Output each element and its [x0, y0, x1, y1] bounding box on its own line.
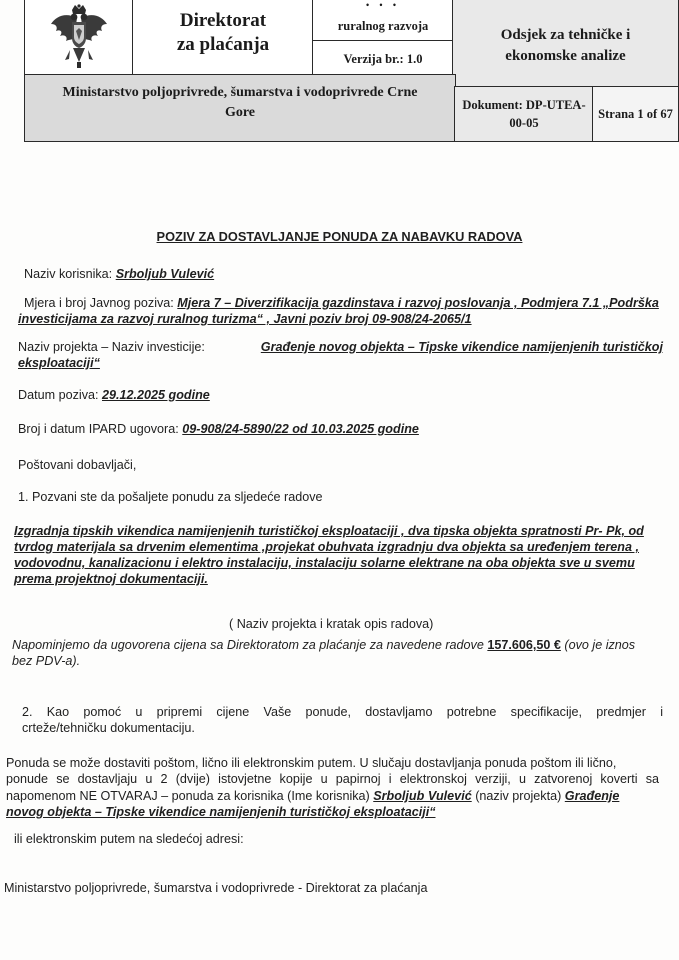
call-date-label: Datum poziva: [18, 388, 99, 402]
page-number: Strana 1 of 67 [598, 107, 673, 121]
section-cell [452, 0, 679, 88]
works-description-line4: prema projektnoj dokumentaciji. [14, 572, 208, 586]
price-note-line1 [12, 637, 635, 653]
rural-development-cell [312, 0, 454, 42]
rural-development-label: ruralnog razvoja [337, 19, 429, 33]
call-date-row [18, 387, 210, 403]
contract-amount: 157.606,50 € [487, 638, 561, 652]
document-title: POZIV ZA DOSTAVLJANJE PONUDA ZA NABAVKU RADOVA [156, 229, 523, 244]
measure-value-line1: Mjera 7 – Diverzifikacija gazdinstava i razvoj poslovanja , Podmjera 7.1 „Podrška [177, 296, 659, 310]
page-number-cell [592, 86, 679, 142]
ministry-line1: Ministarstvo poljoprivrede, šumarstva i vodoprivrede Crne [62, 85, 418, 100]
contract-label: Broj i datum IPARD ugovora: [18, 422, 179, 436]
document-number-line2: 00-05 [509, 116, 539, 130]
point2-line2: crteže/tehničku dokumentaciju. [22, 721, 195, 735]
beneficiary-name: Srboljub Vulević [115, 267, 215, 281]
price-note-text: Napominjemo da ugovorena cijena sa Direktoratom za plaćanje za navedene radove [12, 638, 484, 652]
works-description-line1: Izgradnja tipskih vikendica namijenjenih turističkoj eksploataciji , dva tipska objekta spratnosti Pr- Pk, od [14, 524, 644, 538]
delivery-note-text: napomenom NE OTVARAJ – ponuda za korisnika (Ime korisnika) [6, 789, 370, 803]
beneficiary-row [24, 266, 214, 282]
version-label: Verzija br.: 1.0 [343, 52, 423, 66]
works-description-line2: tvrdog materijala sa drvenim elementima ,projekat obuhvata izgradnju dva objekta sa uređenjem terena , [14, 540, 639, 554]
measure-label: Mjera i broj Javnog poziva: [24, 296, 174, 310]
document-number-cell [454, 86, 594, 142]
ministry-cell [24, 74, 456, 142]
beneficiary-label: Naziv korisnika: [24, 267, 113, 281]
header-dots: • • • [366, 0, 400, 10]
project-value-line1: Građenje novog objekta – Tipske vikendice namijenjenih turističkoj [260, 340, 663, 354]
delivery-line2: ponude se dostavljaju u 2 (dvije) istovjetne kopije u papirnoj i elektronskoj verziji, u zatvorenoj koverti sa [6, 772, 659, 786]
price-note-suffix: (ovo je iznos [564, 638, 636, 652]
measure-value-line2: investicijama za razvoj ruralnog turizma“ , Javni poziv broj 09-908/24-2065/1 [18, 312, 472, 326]
point2-line1: 2. Kao pomoć u pripremi cijene Vaše ponude, dostavljamo potrebne specifikacije, predmjer i [22, 705, 663, 719]
coat-of-arms-icon [48, 4, 110, 70]
measure-row [24, 295, 659, 311]
delivery-beneficiary-name: Srboljub Vulević [373, 789, 472, 803]
section-line1: Odsjek za tehničke i [500, 27, 631, 43]
delivery-line1: Ponuda se može dostaviti poštom, lično ili elektronskim putem. U slučaju dostavljanja ponuda poštom ili lično, [6, 756, 617, 770]
delivery-project-start: Građenje [564, 789, 620, 803]
document-header [24, 0, 679, 148]
contract-value: 09-908/24-5890/22 od 10.03.2025 godine [182, 422, 419, 436]
version-cell [312, 40, 454, 76]
coat-of-arms-cell [24, 0, 134, 76]
works-description-line3: vodovodnu, kanalizacionu i elektro instalaciju, instalaciju solarne elektrane na oba objekta sve u svemu [14, 556, 635, 570]
delivery-electronic: ili elektronskim putem na sledećoj adresi: [14, 832, 244, 846]
directorate-title-line2: za plaćanja [176, 34, 270, 55]
delivery-project-name: novog objekta – Tipske vikendice namijenjenih turističkoj eksploataciji“ [6, 805, 436, 819]
section-line2: ekonomske analize [505, 48, 626, 64]
delivery-address: Ministarstvo poljoprivrede, šumarstva i vodoprivrede - Direktorat za plaćanja [4, 881, 428, 895]
greeting: Poštovani dobavljači, [18, 458, 137, 472]
project-value-line2: eksploataciji“ [18, 356, 100, 370]
project-label: Naziv projekta – Naziv investicije: [18, 340, 205, 354]
ministry-line2: Gore [224, 105, 256, 120]
directorate-title-line1: Direktorat [179, 10, 267, 31]
price-note-line2: bez PDV-a). [12, 654, 81, 668]
contract-row [18, 421, 419, 437]
delivery-line3 [6, 788, 619, 804]
works-caption: ( Naziv projekta i kratak opis radova) [229, 617, 434, 631]
point1-intro: 1. Pozvani ste da pošaljete ponudu za sljedeće radove [18, 490, 323, 504]
delivery-project-label: (naziv projekta) [475, 789, 562, 803]
project-row [18, 339, 663, 355]
directorate-title [132, 0, 314, 76]
document-number-line1: Dokument: DP-UTEA- [462, 98, 586, 112]
call-date-value: 29.12.2025 godine [102, 388, 210, 402]
